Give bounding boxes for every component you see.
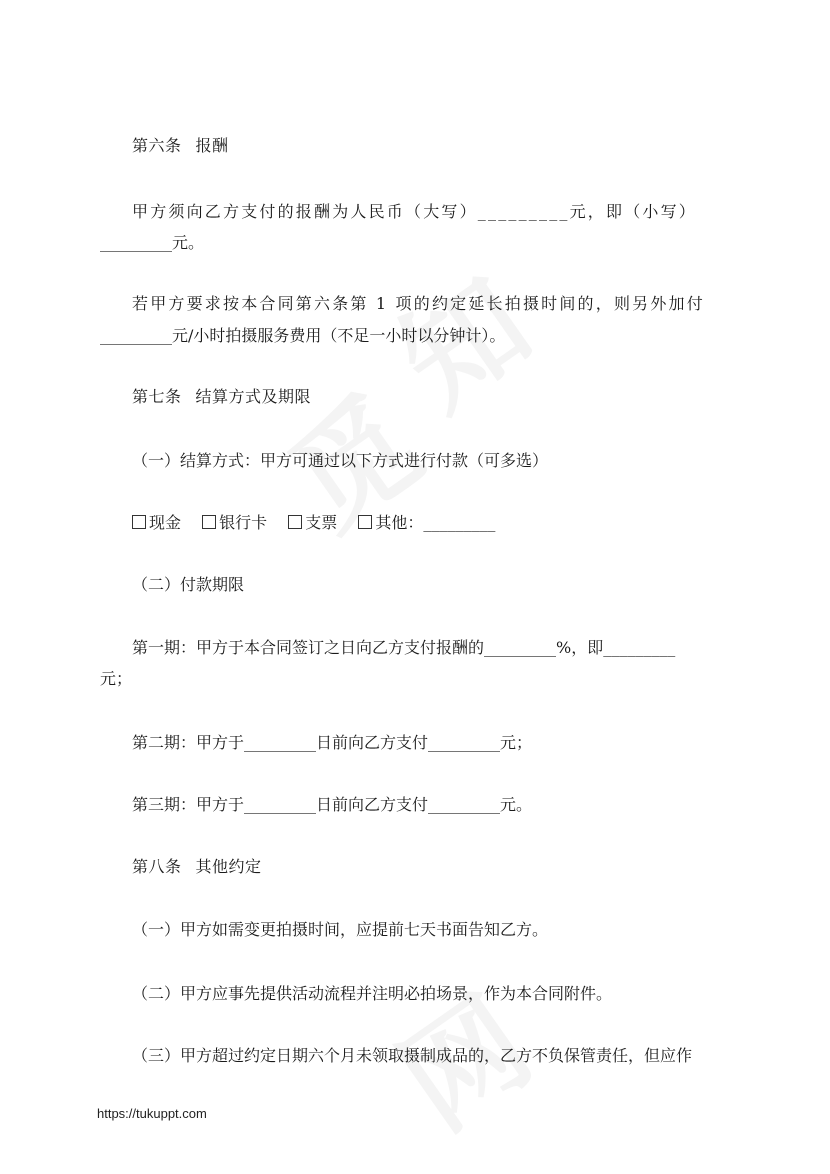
article-6-para-2-line-1: 若甲方要求按本合同第六条第 1 项的约定延长拍摄时间的，则另外加付 (132, 294, 705, 313)
phase-2: 第二期：甲方于_________日前向乙方支付_________元； (132, 733, 533, 752)
article-6-para-2-line-2: _________元/小时拍摄服务费用（不足一小时以分钟计）。 (100, 326, 506, 345)
checkbox-icon[interactable] (288, 515, 302, 529)
checkbox-icon[interactable] (358, 515, 372, 529)
phase-3: 第三期：甲方于_________日前向乙方支付_________元。 (132, 795, 533, 814)
article-6-heading (132, 135, 229, 157)
option-check[interactable] (288, 512, 337, 534)
option-other[interactable] (358, 512, 495, 534)
payment-options (132, 512, 511, 534)
option-label: 现金 (149, 513, 182, 532)
article-7-title: 结算方式及期限 (195, 387, 312, 406)
option-label: 支票 (305, 513, 338, 532)
article-6-para-1-line-1: 甲方须向乙方支付的报酬为人民币（大写）_________元，即（小写） (132, 202, 698, 221)
option-bank-card[interactable] (202, 512, 267, 534)
phase-1-line-2: 元； (100, 669, 133, 688)
article-8-title: 其他约定 (195, 857, 262, 876)
article-8-number: 第八条 (132, 857, 182, 876)
article-7-number: 第七条 (132, 387, 182, 406)
article-7-heading (132, 386, 311, 408)
footer-url[interactable]: https://tukuppt.com (97, 1106, 207, 1121)
article-8-item-2: （二）甲方应事先提供活动流程并注明必拍场景，作为本合同附件。 (132, 984, 613, 1003)
checkbox-icon[interactable] (202, 515, 216, 529)
article-6-para-1-line-2: _________元。 (100, 233, 205, 252)
phase-1-line-1: 第一期：甲方于本合同签订之日向乙方支付报酬的_________%，即_________ (132, 638, 676, 657)
article-8-heading (132, 856, 262, 878)
article-6-number: 第六条 (132, 136, 182, 155)
option-cash[interactable] (132, 512, 181, 534)
payment-term-label: （二）付款期限 (132, 575, 245, 594)
option-label: 其他：_________ (375, 513, 496, 532)
article-6-title: 报酬 (195, 136, 229, 155)
article-8-item-1: （一）甲方如需变更拍摄时间，应提前七天书面告知乙方。 (132, 920, 549, 939)
payment-method-label: （一）结算方式：甲方可通过以下方式进行付款（可多选） (132, 451, 549, 470)
checkbox-icon[interactable] (132, 515, 146, 529)
article-8-item-3: （三）甲方超过约定日期六个月未领取摄制成品的，乙方不负保管责任，但应作 (132, 1046, 693, 1065)
option-label: 银行卡 (219, 513, 268, 532)
